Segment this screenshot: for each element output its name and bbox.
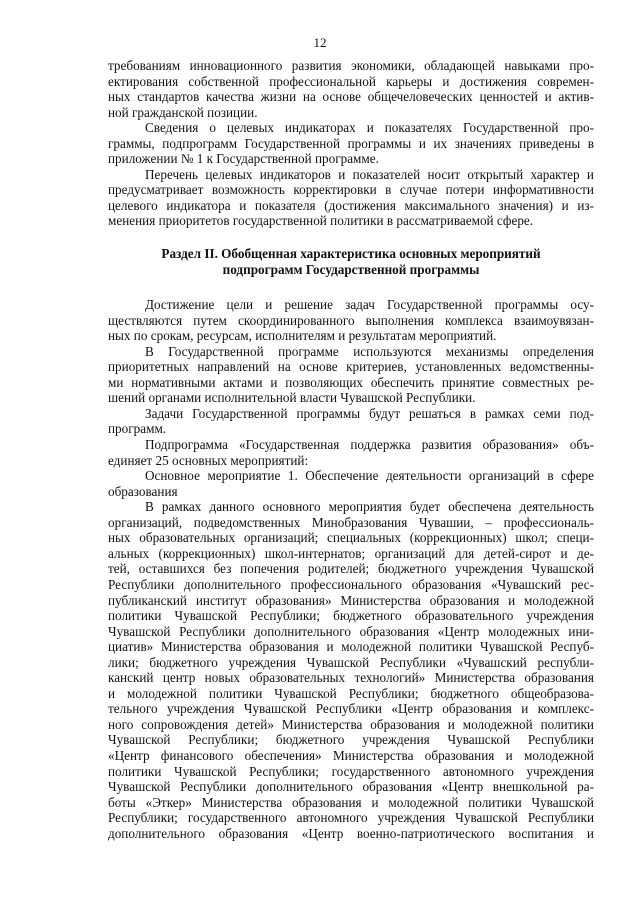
- text-line: шений органами исполнительной власти Чувашской Республики.: [108, 390, 476, 406]
- text-line: единяет 25 основных мероприятий:: [108, 452, 309, 468]
- text-line: программ.: [108, 421, 167, 437]
- text-line: «Центр финансового обеспечения» Министерства образования и молодежной: [108, 747, 594, 763]
- text-line: Сведения о целевых индикаторах и показателях Государственной про-: [145, 120, 594, 136]
- text-line: ных по срокам, ресурсам, исполнителям и результатам мероприятий.: [108, 328, 497, 344]
- text-line: тей, оставшихся без попечения родителей; бюджетного учреждения Чувашской: [108, 561, 594, 577]
- paragraph-goal: [108, 297, 594, 344]
- text-line: публиканский институт образования» Министерства образования и молодежной: [108, 592, 594, 608]
- heading-line: подпрограмм Государственной программы: [222, 261, 480, 277]
- text-line: менения приоритетов государственной политики в рассматриваемой сфере.: [108, 213, 534, 229]
- text-line: ного сопровождения детей» Министерства образования и молодежной политики: [108, 716, 594, 732]
- paragraph-indicators-info: [108, 120, 594, 167]
- text-line: граммы, подпрограмм Государственной программы и их значениях приведены в: [108, 135, 594, 151]
- text-line: В рамках данного основного мероприятия будет обеспечена деятельность: [145, 499, 594, 515]
- paragraph-continuation: [108, 58, 594, 120]
- text-line: ектирования собственной профессиональной карьеры и достижения современ-: [108, 73, 594, 89]
- text-line: Республики; государственного автономного учреждения Чувашской Республики: [108, 810, 594, 826]
- text-line: ществляются путем скоординированного выполнения комплекса взаимоувязан-: [108, 312, 594, 328]
- text-line: ми нормативными актами и позволяющих обеспечить принятие совместных ре-: [108, 374, 594, 390]
- page-number: 12: [313, 35, 327, 50]
- paragraph-main-activity: [108, 468, 594, 499]
- text-line: лики; бюджетного учреждения Чувашской Республики «Чувашский республи-: [108, 654, 594, 670]
- text-line: циатив» Министерства образования и молодежной политики Чувашской Респуб-: [108, 639, 594, 655]
- text-line: организаций, подведомственных Минобразования Чувашии, – профессиональ-: [108, 514, 594, 530]
- text-line: альных (коррекционных) школ-интернатов; организаций для детей-сирот и де-: [108, 545, 594, 561]
- text-line: канский центр новых образовательных технологий» Министерства образования: [108, 670, 594, 686]
- document-body: [108, 58, 594, 841]
- text-line: ных образовательных организаций; специальных (коррекционных) школ; специ-: [108, 530, 594, 546]
- text-line: образования: [108, 483, 178, 499]
- text-line: Задачи Государственной программы будут решаться в рамках семи под-: [145, 405, 594, 421]
- paragraph-tasks: [108, 406, 594, 437]
- text-line: предусматривает возможность корректировки в случае потери информативности: [108, 182, 594, 198]
- text-line: Достижение цели и решение задач Государственной программы осу-: [145, 297, 594, 313]
- text-line: дополнительного образования «Центр военно-патриотического воспитания и: [108, 825, 594, 841]
- text-line: политики Чувашской Республики; государственного автономного учреждения: [108, 763, 594, 779]
- text-line: и молодежной политики Чувашской Республики; бюджетного общеобразова-: [108, 685, 594, 701]
- heading-line: Раздел II. Обобщенная характеристика основных мероприятий: [161, 246, 541, 262]
- paragraph-subprogram: [108, 437, 594, 468]
- text-line: Чувашской Республики; бюджетного учреждения Чувашской Республики: [108, 732, 594, 748]
- section-heading: [108, 246, 594, 277]
- text-line: Основное мероприятие 1. Обеспечение деятельности организаций в сфере: [145, 468, 594, 484]
- text-line: Перечень целевых индикаторов и показателей носит открытый характер и: [145, 166, 594, 182]
- text-line: боты «Эткер» Министерства образования и молодежной политики Чувашской: [108, 794, 594, 810]
- text-line: требованиям инновационного развития экономики, обладающей навыками про-: [108, 58, 594, 73]
- text-line: политики Чувашской Республики; бюджетного образовательного учреждения: [108, 608, 594, 624]
- text-line: Чувашской Республики дополнительного образования «Центр внешкольной ра-: [108, 779, 594, 795]
- text-line: Республики дополнительного профессионального образования «Чувашский рес-: [108, 576, 594, 592]
- paragraph-mechanisms: [108, 344, 594, 406]
- text-line: целевого индикатора и показателя (достижения максимального значения) и из-: [108, 197, 594, 213]
- text-line: приоритетных направлений на основе критериев, установленных ведомственны-: [108, 359, 594, 375]
- paragraph-indicators-list: [108, 167, 594, 229]
- text-line: ной гражданской позиции.: [108, 104, 258, 120]
- paragraph-organizations: [108, 499, 594, 841]
- text-line: ных стандартов качества жизни на основе общечеловеческих ценностей и актив-: [108, 89, 594, 105]
- text-line: тельного учреждения Чувашской Республики «Центр образования и комплекс-: [108, 701, 594, 717]
- text-line: Подпрограмма «Государственная поддержка развития образования» объ-: [145, 437, 594, 453]
- text-line: Чувашской Республики дополнительного образования «Центр молодежных ини-: [108, 623, 594, 639]
- text-line: приложении № 1 к Государственной программе.: [108, 151, 379, 167]
- text-line: В Государственной программе используются механизмы определения: [145, 343, 594, 359]
